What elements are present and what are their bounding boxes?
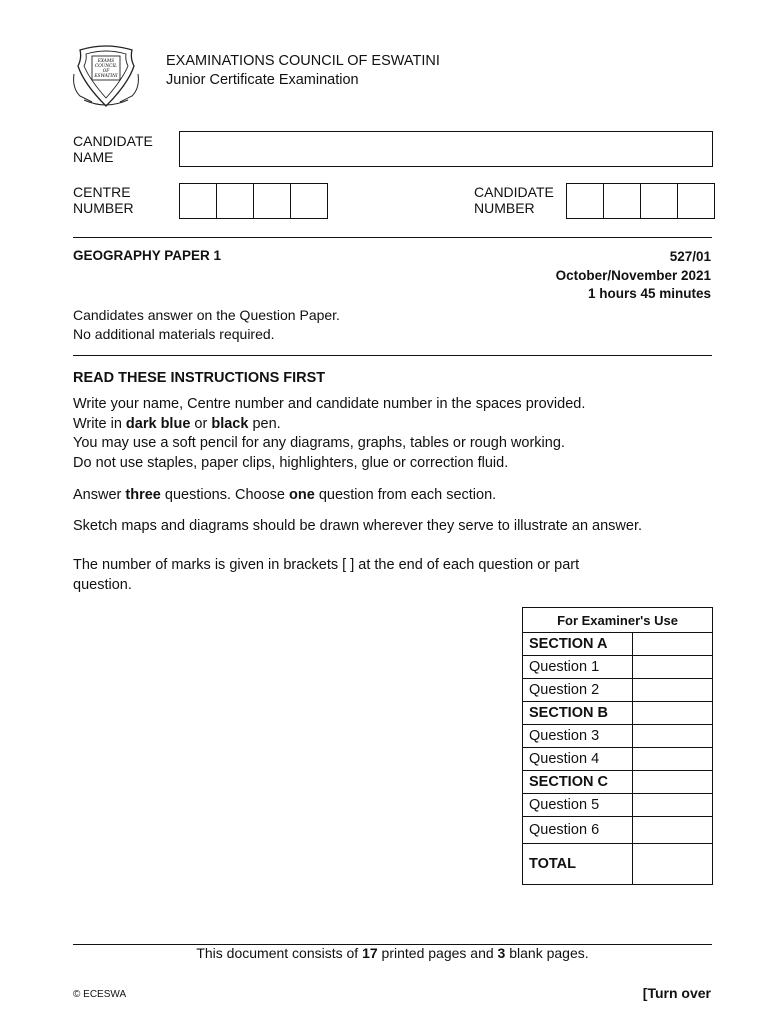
answer-mid: questions. Choose [160, 487, 290, 503]
question-2-label: Question 2 [523, 679, 633, 702]
centre-number-field[interactable] [179, 183, 328, 219]
candidate-name-label-line1: CANDIDATE [73, 133, 153, 149]
council-logo [70, 44, 142, 110]
candidate-number-digit-2[interactable] [604, 184, 641, 218]
svg-text:COUNCIL: COUNCIL [94, 64, 118, 69]
instruction-sketch: Sketch maps and diagrams should be drawn wherever they serve to illustrate an answer. [73, 518, 643, 534]
centre-number-digit-2[interactable] [217, 184, 254, 218]
svg-text:OF: OF [102, 69, 110, 74]
candidate-number-digit-4[interactable] [678, 184, 714, 218]
instructions-block [73, 395, 585, 473]
centre-number-digit-1[interactable] [180, 184, 217, 218]
section-a-label: SECTION A [523, 633, 633, 656]
question-3-mark[interactable] [633, 725, 713, 748]
instruction-line-2-mid: or [190, 415, 212, 432]
candidate-number-label [474, 184, 554, 216]
page-count-mid: printed pages and [377, 945, 498, 961]
instruction-line-2-post: pen. [248, 415, 281, 432]
paper-code: 527/01 [669, 249, 711, 264]
paper-title: GEOGRAPHY PAPER 1 [73, 248, 222, 263]
svg-text:ESWATINI: ESWATINI [94, 74, 118, 79]
answer-one: one [289, 487, 315, 503]
candidate-name-label-line2: NAME [73, 149, 114, 165]
copyright: © ECESWA [73, 989, 127, 1000]
answer-pre: Answer [73, 487, 126, 503]
answer-post: question from each section. [314, 487, 497, 503]
centre-number-digit-3[interactable] [254, 184, 291, 218]
page-count-post: blank pages. [505, 945, 589, 961]
section-c-mark [633, 771, 713, 794]
instructions-heading: READ THESE INSTRUCTIONS FIRST [73, 370, 326, 386]
instruction-line-2-pre: Write in [73, 415, 126, 432]
candidate-number-digit-3[interactable] [641, 184, 678, 218]
divider-middle [73, 355, 712, 356]
centre-number-label-line2: NUMBER [73, 200, 134, 216]
question-2-mark[interactable] [633, 679, 713, 702]
examiner-table-heading: For Examiner's Use [523, 608, 713, 633]
candidate-name-field[interactable] [179, 131, 713, 167]
instruction-line-4: Do not use staples, paper clips, highlighters, glue or correction fluid. [73, 454, 509, 471]
instruction-line-2 [73, 415, 585, 435]
section-c-label: SECTION C [523, 771, 633, 794]
instruction-line-3: You may use a soft pencil for any diagrams, graphs, tables or rough working. [73, 435, 565, 451]
question-6-label: Question 6 [523, 817, 633, 844]
paper-note-1: Candidates answer on the Question Paper. [73, 307, 340, 323]
page-count-pre: This document consists of [196, 945, 363, 961]
svg-text:EXAMS: EXAMS [97, 59, 115, 64]
instruction-dark-blue: dark blue [125, 415, 191, 432]
question-1-label: Question 1 [523, 656, 633, 679]
divider-top [73, 237, 712, 238]
page-count-blank: 3 [497, 945, 506, 961]
examiner-table [522, 607, 713, 885]
question-1-mark[interactable] [633, 656, 713, 679]
total-label: TOTAL [523, 844, 633, 885]
answer-three: three [125, 487, 161, 503]
question-5-mark[interactable] [633, 794, 713, 817]
paper-details [556, 248, 711, 304]
candidate-name-label [73, 133, 153, 165]
question-3-label: Question 3 [523, 725, 633, 748]
instruction-marks-line-1: The number of marks is given in brackets [ ] at the end of each question or part [73, 557, 580, 573]
candidate-number-digit-1[interactable] [567, 184, 604, 218]
instruction-answer [73, 486, 496, 506]
instruction-black: black [211, 415, 249, 432]
page-count-printed: 17 [362, 945, 378, 961]
page-count [73, 945, 712, 961]
instruction-line-1: Write your name, Centre number and candidate number in the spaces provided. [73, 396, 586, 412]
paper-session: October/November 2021 [555, 267, 711, 283]
candidate-number-field[interactable] [566, 183, 715, 219]
question-4-mark[interactable] [633, 748, 713, 771]
centre-number-label [73, 184, 134, 216]
section-a-mark [633, 633, 713, 656]
question-4-label: Question 4 [523, 748, 633, 771]
paper-notes [73, 306, 340, 344]
candidate-number-label-line1: CANDIDATE [474, 184, 554, 200]
candidate-number-label-line2: NUMBER [474, 200, 535, 216]
turn-over: [Turn over [642, 985, 711, 1001]
question-6-mark[interactable] [633, 817, 713, 844]
exam-header [166, 52, 440, 90]
exam-name: Junior Certificate Examination [166, 72, 359, 88]
centre-number-digit-4[interactable] [291, 184, 327, 218]
section-b-mark [633, 702, 713, 725]
question-5-label: Question 5 [523, 794, 633, 817]
total-mark[interactable] [633, 844, 713, 885]
paper-duration: 1 hours 45 minutes [587, 286, 711, 301]
instruction-marks-line-2: question. [73, 576, 132, 593]
instruction-marks [73, 556, 579, 595]
centre-number-label-line1: CENTRE [73, 184, 131, 200]
section-b-label: SECTION B [523, 702, 633, 725]
org-name: EXAMINATIONS COUNCIL OF ESWATINI [166, 53, 440, 69]
paper-note-2: No additional materials required. [73, 326, 275, 342]
